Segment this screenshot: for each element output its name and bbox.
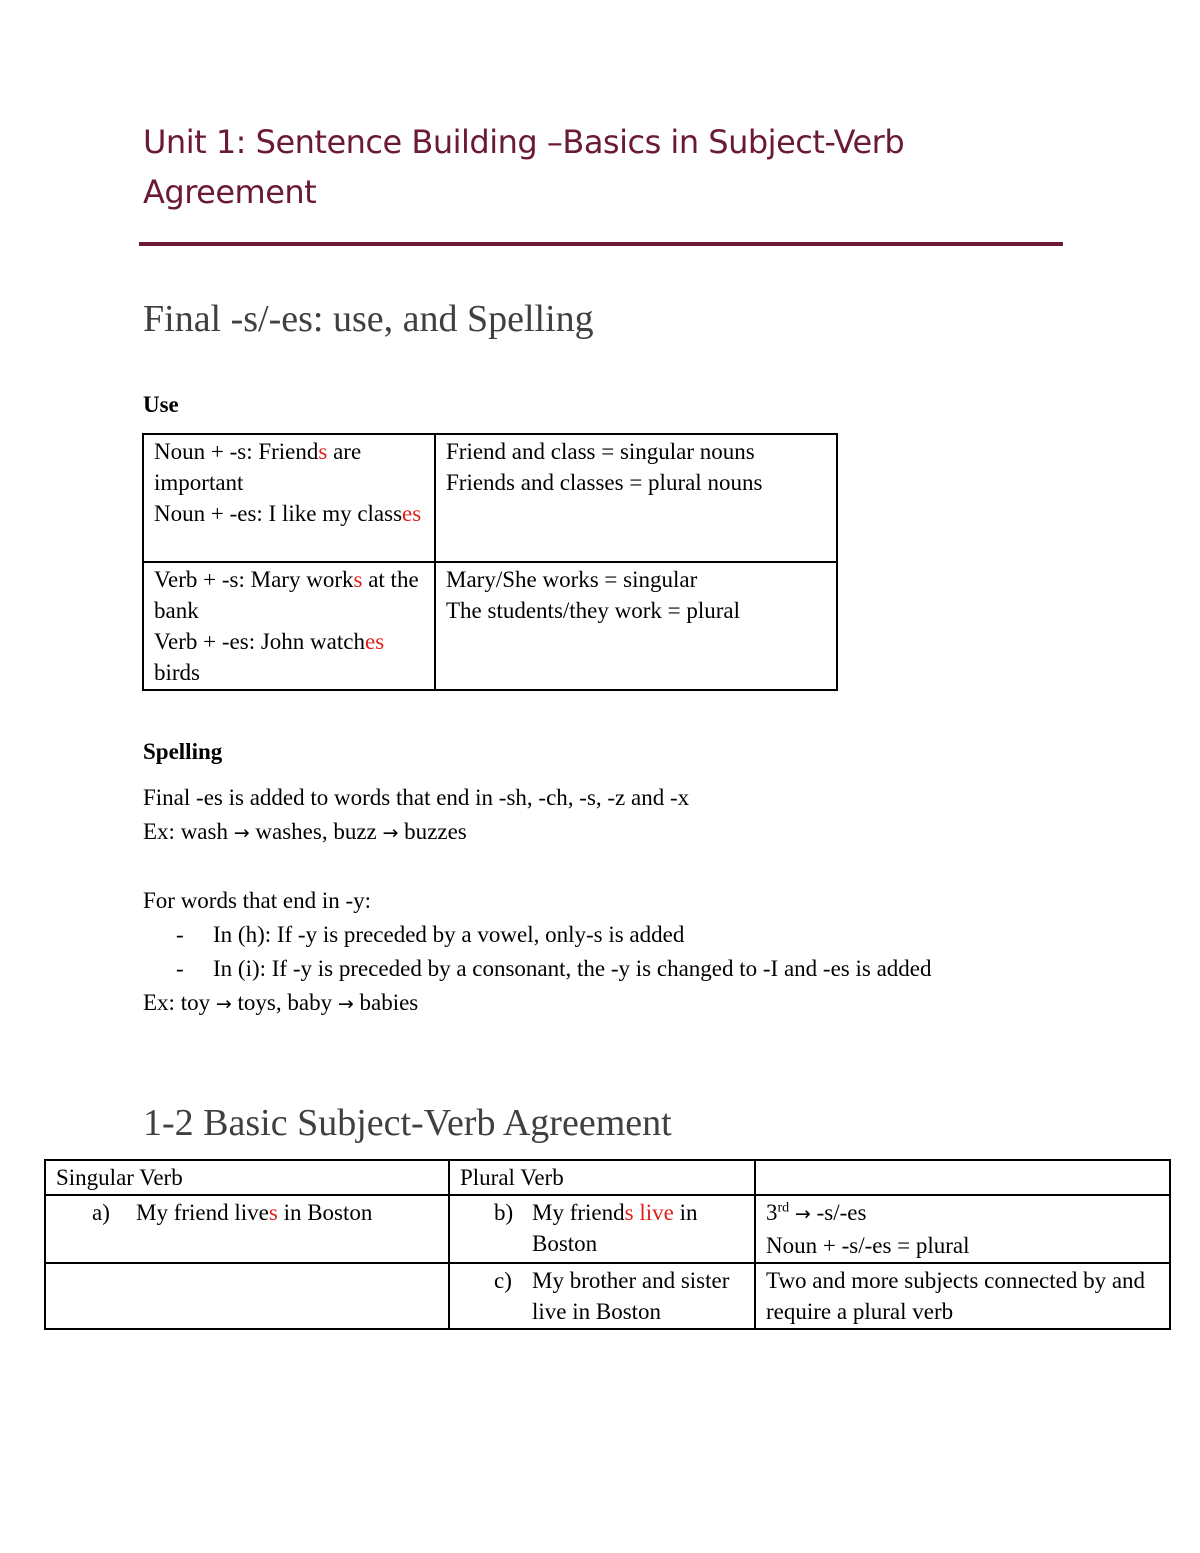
arrow-icon: → xyxy=(337,993,354,1015)
cell-text: 3 xyxy=(766,1200,778,1225)
spelling-label: Spelling xyxy=(143,739,223,764)
list-item-text: In (h): If -y is preceded by a vowel, only-s is added xyxy=(213,922,685,947)
example-text: Ex: wash xyxy=(143,819,234,844)
example-text: buzzes xyxy=(398,819,467,844)
example-text: babies xyxy=(353,990,419,1015)
table-cell xyxy=(143,434,435,562)
cell-text: My brother and sister live in Boston xyxy=(532,1268,730,1324)
cell-text: in Boston xyxy=(532,1200,698,1256)
list-marker: c) xyxy=(494,1268,512,1293)
cell-text: Verb + -es: John watch xyxy=(154,629,365,654)
column-header-singular: Singular Verb xyxy=(45,1160,449,1195)
cell-text: birds xyxy=(154,660,200,685)
list-marker: b) xyxy=(494,1200,514,1225)
cell-text: Friends and classes = plural nouns xyxy=(446,470,763,495)
highlight-ending: es xyxy=(364,629,385,654)
spelling-body xyxy=(143,781,1043,1021)
sva-table xyxy=(44,1159,1171,1330)
cell-text: Mary/She works = singular xyxy=(446,567,698,592)
highlight-ending: s xyxy=(268,1200,278,1225)
list-item xyxy=(143,952,1013,986)
table-cell xyxy=(143,562,435,690)
cell-text: at the bank xyxy=(154,567,419,623)
highlight-ending: s xyxy=(318,439,328,464)
y-example xyxy=(143,986,1043,1021)
use-table xyxy=(142,433,838,691)
cell-text: The students/they work = plural xyxy=(446,598,741,623)
example-text: washes, buzz xyxy=(249,819,383,844)
table-cell xyxy=(435,434,837,562)
table-cell xyxy=(449,1195,755,1263)
list-item xyxy=(56,1197,438,1228)
y-intro: For words that end in -y: xyxy=(143,888,372,913)
table-row xyxy=(143,434,837,562)
highlight-ending: s xyxy=(353,567,363,592)
title-divider xyxy=(139,242,1063,246)
cell-text: Noun + -es: I like my class xyxy=(154,501,403,526)
table-cell xyxy=(449,1263,755,1329)
bullet-dash: - xyxy=(176,922,184,947)
highlight-ending: s live xyxy=(624,1200,674,1225)
use-label: Use xyxy=(143,392,179,417)
table-cell: Two and more subjects connected by and require a plural verb xyxy=(755,1263,1170,1329)
arrow-icon: → xyxy=(382,822,399,844)
table-cell xyxy=(435,562,837,690)
list-item xyxy=(143,918,1043,952)
bullet-dash: - xyxy=(176,956,184,981)
cell-text: Friend and class = singular nouns xyxy=(446,439,755,464)
list-marker: a) xyxy=(92,1200,110,1225)
column-header-notes xyxy=(755,1160,1170,1195)
superscript: rd xyxy=(777,1200,790,1216)
table-row xyxy=(143,562,837,690)
table-row xyxy=(45,1263,1170,1329)
arrow-icon: → xyxy=(794,1203,811,1225)
cell-text: are important xyxy=(154,439,362,495)
list-item xyxy=(460,1197,744,1259)
table-cell xyxy=(755,1195,1170,1263)
example-text: Ex: toy xyxy=(143,990,216,1015)
column-header-plural: Plural Verb xyxy=(449,1160,755,1195)
cell-text: Noun + -s: Friend xyxy=(154,439,319,464)
cell-text: Verb + -s: Mary work xyxy=(154,567,354,592)
table-cell xyxy=(45,1195,449,1263)
arrow-icon: → xyxy=(233,822,250,844)
cell-text xyxy=(766,1197,1159,1230)
document-title: Unit 1: Sentence Building –Basics in Subject-Verb Agreement xyxy=(143,123,905,211)
cell-text: in Boston xyxy=(277,1200,373,1225)
cell-text: -s/-es xyxy=(810,1200,867,1225)
cell-text: Noun + -s/-es = plural xyxy=(766,1233,970,1258)
example-text: toys, baby xyxy=(231,990,338,1015)
list-item-text: In (i): If -y is preceded by a consonant, the -y is changed to -I and -es is added xyxy=(213,956,932,981)
table-cell xyxy=(45,1263,449,1329)
spelling-example xyxy=(143,815,1043,850)
section-heading-final-s: Final -s/-es: use, and Spelling xyxy=(143,298,594,340)
arrow-icon: → xyxy=(215,993,232,1015)
table-row xyxy=(45,1195,1170,1263)
highlight-ending: es xyxy=(402,501,422,526)
list-item xyxy=(460,1265,744,1327)
table-header-row xyxy=(45,1160,1170,1195)
section-heading-sva: 1-2 Basic Subject-Verb Agreement xyxy=(143,1102,672,1144)
spelling-rule: Final -es is added to words that end in -sh, -ch, -s, -z and -x xyxy=(143,785,690,810)
cell-text: My friend xyxy=(532,1200,625,1225)
cell-text: My friend live xyxy=(136,1200,269,1225)
